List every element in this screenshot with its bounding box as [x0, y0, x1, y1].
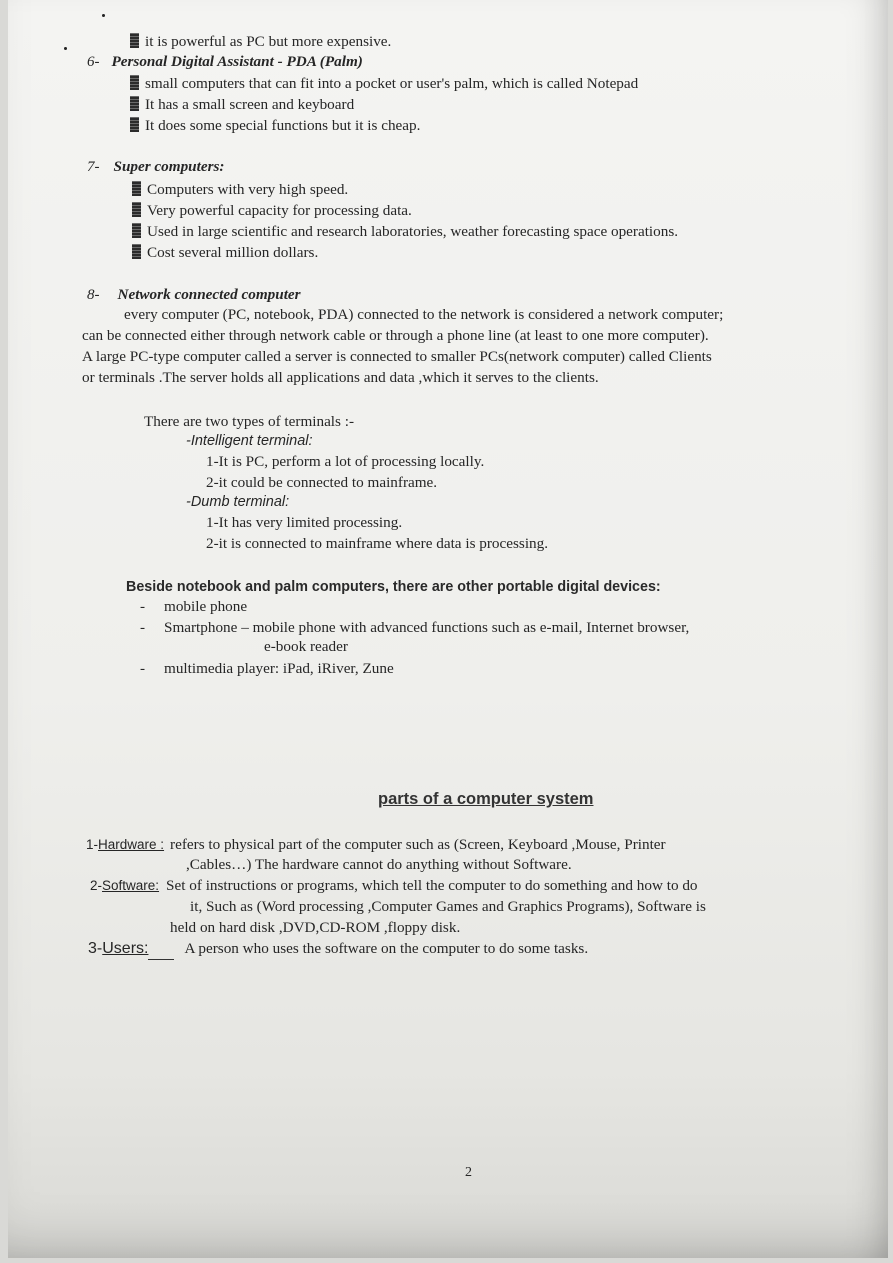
bullet-icon: [130, 96, 139, 111]
super-item: Computers with very high speed.: [132, 180, 348, 200]
intelligent-item: 1-It is PC, perform a lot of processing locally.: [206, 453, 485, 470]
document-page: [8, 0, 888, 1258]
users-line: 3-Users: A person who uses the software on the computer to do some tasks.: [88, 939, 588, 960]
hardware-line: 1-Hardware : refers to physical part of the computer such as (Screen, Keyboard ,Mouse, Printer: [86, 836, 666, 853]
intelligent-terminal-title: -Intelligent terminal:: [186, 433, 313, 449]
portable-item-continuation: e-book reader: [264, 638, 348, 655]
bullet-icon: [132, 244, 141, 259]
bullet-icon: [132, 202, 141, 217]
bullet-icon: [130, 75, 139, 90]
pda-item: It does some special functions but it is cheap.: [130, 116, 420, 136]
bullet-icon: [132, 181, 141, 196]
super-item: Cost several million dollars.: [132, 243, 318, 263]
section-title: parts of a computer system: [378, 790, 594, 808]
super-item: Very powerful capacity for processing data.: [132, 201, 412, 221]
network-paragraph-line: every computer (PC, notebook, PDA) connected to the network is considered a network computer;: [124, 306, 724, 323]
software-line: 2-Software: Set of instructions or programs, which tell the computer to do something and how to do: [90, 877, 698, 894]
software-line: it, Such as (Word processing ,Computer Games and Graphics Programs), Software is: [190, 898, 706, 915]
super-item: Used in large scientific and research laboratories, weather forecasting space operations.: [132, 222, 678, 242]
bullet-line: it is powerful as PC but more expensive.: [130, 32, 391, 52]
pda-item: small computers that can fit into a pocket or user's palm, which is called Notepad: [130, 74, 638, 94]
portable-item: - mobile phone: [140, 598, 248, 615]
page-number: 2: [465, 1165, 472, 1180]
network-paragraph-line: can be connected either through network cable or through a phone line (at least to one more computer).: [82, 327, 709, 344]
bullet-icon: [130, 117, 139, 132]
portable-item: - multimedia player: iPad, iRiver, Zune: [140, 660, 394, 677]
network-heading: 8- Network connected computer: [87, 286, 301, 303]
network-paragraph-line: or terminals .The server holds all applications and data ,which it serves to the clients.: [82, 369, 599, 386]
portable-item: - Smartphone – mobile phone with advanced functions such as e-mail, Internet browser,: [140, 619, 690, 636]
bullet-icon: [132, 223, 141, 238]
dumb-item: 2-it is connected to mainframe where data is processing.: [206, 535, 549, 552]
hardware-line: ,Cables…) The hardware cannot do anything without Software.: [186, 856, 572, 873]
portable-heading: Beside notebook and palm computers, there are other portable digital devices:: [126, 579, 661, 595]
intelligent-item: 2-it could be connected to mainframe.: [206, 474, 438, 491]
super-heading: 7- Super computers:: [87, 158, 225, 175]
speck-mark: [102, 14, 105, 17]
dumb-item: 1-It has very limited processing.: [206, 514, 403, 531]
software-line: held on hard disk ,DVD,CD-ROM ,floppy disk.: [170, 919, 461, 936]
speck-mark: [64, 47, 67, 50]
terminals-intro: There are two types of terminals :-: [144, 413, 355, 430]
bullet-icon: [130, 33, 139, 48]
dumb-terminal-title: -Dumb terminal:: [186, 494, 290, 510]
pda-item: It has a small screen and keyboard: [130, 95, 354, 115]
pda-heading: 6- Personal Digital Assistant - PDA (Palm): [87, 53, 363, 70]
network-paragraph-line: A large PC-type computer called a server is connected to smaller PCs(network computer) called Clients: [82, 348, 712, 365]
